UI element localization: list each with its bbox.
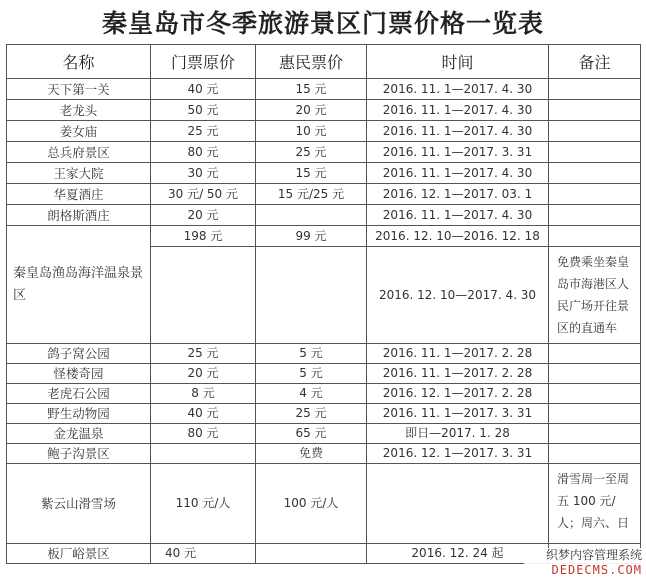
cell-original-price xyxy=(151,444,256,464)
cell-original-price: 30 元 xyxy=(151,163,256,184)
cell-name: 朗格斯酒庄 xyxy=(7,205,151,226)
cell-time: 2016. 12. 1—2017. 03. 1 xyxy=(367,184,549,205)
cell-time: 2016. 11. 1—2017. 3. 31 xyxy=(367,142,549,163)
header-name: 名称 xyxy=(7,45,151,79)
cell-name: 鲍子沟景区 xyxy=(7,444,151,464)
cell-original-price: 80 元 xyxy=(151,424,256,444)
cell-name: 总兵府景区 xyxy=(7,142,151,163)
cell-discount-price: 15 元/25 元 xyxy=(256,184,367,205)
cell-original-price: 50 元 xyxy=(151,100,256,121)
cell-note xyxy=(549,121,641,142)
table-row xyxy=(7,226,641,247)
table-row xyxy=(7,444,641,464)
cell-discount-price: 65 元 xyxy=(256,424,367,444)
cell-time: 2016. 11. 1—2017. 4. 30 xyxy=(367,121,549,142)
cell-discount-price xyxy=(256,544,367,564)
cell-note xyxy=(549,163,641,184)
cell-time: 2016. 11. 1—2017. 4. 30 xyxy=(367,205,549,226)
cell-name: 王家大院 xyxy=(7,163,151,184)
table-row xyxy=(7,121,641,142)
cell-discount-price: 25 元 xyxy=(256,142,367,163)
table-row xyxy=(7,184,641,205)
cell-time xyxy=(367,464,549,544)
cell-original-price: 25 元 xyxy=(151,344,256,364)
cell-name: 姜女庙 xyxy=(7,121,151,142)
cell-note xyxy=(549,364,641,384)
cell-original-price: 80 元 xyxy=(151,142,256,163)
cell-name: 紫云山滑雪场 xyxy=(7,464,151,544)
page-title: 秦皇岛市冬季旅游景区门票价格一览表 xyxy=(101,9,544,38)
cell-time: 2016. 11. 1—2017. 4. 30 xyxy=(367,100,549,121)
cell-note xyxy=(549,404,641,424)
cell-discount-price: 4 元 xyxy=(256,384,367,404)
cell-original-price: 40 元 xyxy=(151,544,256,564)
cell-note-ski: 滑雪周一至周五 100 元/人；周六、日 xyxy=(549,464,641,544)
table-row xyxy=(7,464,641,544)
cell-time: 2016. 11. 1—2017. 4. 30 xyxy=(367,163,549,184)
cell-time: 即日—2017. 1. 28 xyxy=(367,424,549,444)
cell-note xyxy=(549,100,641,121)
table-row xyxy=(7,384,641,404)
table-row xyxy=(7,205,641,226)
cell-name: 怪楼奇园 xyxy=(7,364,151,384)
cell-note xyxy=(549,424,641,444)
cell-time: 2016. 12. 24 起 xyxy=(367,544,549,564)
cell-note xyxy=(549,184,641,205)
watermark xyxy=(524,548,644,582)
cell-name: 老龙头 xyxy=(7,100,151,121)
table-row xyxy=(7,100,641,121)
cell-original-price: 40 元 xyxy=(151,79,256,100)
cell-note xyxy=(549,79,641,100)
cell-original-price: 8 元 xyxy=(151,384,256,404)
cell-name: 金龙温泉 xyxy=(7,424,151,444)
table-row xyxy=(7,404,641,424)
cell-discount-price: 20 元 xyxy=(256,100,367,121)
cell-original-price: 25 元 xyxy=(151,121,256,142)
cell-discount-price: 15 元 xyxy=(256,79,367,100)
cell-discount-price: 免费 xyxy=(256,444,367,464)
cell-name: 天下第一关 xyxy=(7,79,151,100)
cell-discount-price xyxy=(256,205,367,226)
cell-name: 华夏酒庄 xyxy=(7,184,151,205)
cell-time: 2016. 12. 1—2017. 2. 28 xyxy=(367,384,549,404)
table-row xyxy=(7,79,641,100)
cell-note xyxy=(549,384,641,404)
table-row xyxy=(7,142,641,163)
cell-original-price: 30 元/ 50 元 xyxy=(151,184,256,205)
cell-time: 2016. 12. 10—2017. 4. 30 xyxy=(367,247,549,344)
table-header-row xyxy=(7,45,641,79)
cell-original-price: 40 元 xyxy=(151,404,256,424)
cell-note xyxy=(549,205,641,226)
cell-time: 2016. 11. 1—2017. 4. 30 xyxy=(367,79,549,100)
cell-note xyxy=(549,344,641,364)
cell-time: 2016. 11. 1—2017. 2. 28 xyxy=(367,364,549,384)
cell-original-price: 110 元/人 xyxy=(151,464,256,544)
header-original-price: 门票原价 xyxy=(151,45,256,79)
cell-original-price xyxy=(151,247,256,344)
header-note: 备注 xyxy=(549,45,641,79)
table-row xyxy=(7,424,641,444)
cell-note-shuttle: 免费乘坐秦皇岛市海港区人民广场开往景区的直通车 xyxy=(549,247,641,344)
cell-discount-price: 100 元/人 xyxy=(256,464,367,544)
cell-original-price: 20 元 xyxy=(151,205,256,226)
watermark-text-en: DEDECMS.COM xyxy=(551,563,642,577)
watermark-text-cn: 织梦内容管理系统 xyxy=(545,548,642,562)
cell-discount-price: 99 元 xyxy=(256,226,367,247)
cell-note xyxy=(549,142,641,163)
cell-time: 2016. 12. 1—2017. 3. 31 xyxy=(367,444,549,464)
cell-note xyxy=(549,444,641,464)
table-row xyxy=(7,163,641,184)
table-row xyxy=(7,344,641,364)
cell-name: 野生动物园 xyxy=(7,404,151,424)
cell-name: 鸽子窝公园 xyxy=(7,344,151,364)
cell-discount-price: 5 元 xyxy=(256,344,367,364)
cell-time: 2016. 12. 10—2016. 12. 18 xyxy=(367,226,549,247)
cell-discount-price: 10 元 xyxy=(256,121,367,142)
cell-original-price: 198 元 xyxy=(151,226,256,247)
cell-discount-price: 5 元 xyxy=(256,364,367,384)
cell-discount-price: 25 元 xyxy=(256,404,367,424)
table-row xyxy=(7,364,641,384)
header-discount-price: 惠民票价 xyxy=(256,45,367,79)
cell-discount-price: 15 元 xyxy=(256,163,367,184)
cell-note xyxy=(549,226,641,247)
cell-discount-price xyxy=(256,247,367,344)
header-time: 时间 xyxy=(367,45,549,79)
cell-name: 老虎石公园 xyxy=(7,384,151,404)
cell-original-price: 20 元 xyxy=(151,364,256,384)
ticket-price-table xyxy=(6,44,641,564)
cell-name-merged: 秦皇岛渔岛海洋温泉景区 xyxy=(7,226,151,344)
cell-time: 2016. 11. 1—2017. 2. 28 xyxy=(367,344,549,364)
cell-name: 板厂峪景区 xyxy=(7,544,151,564)
cell-time: 2016. 11. 1—2017. 3. 31 xyxy=(367,404,549,424)
